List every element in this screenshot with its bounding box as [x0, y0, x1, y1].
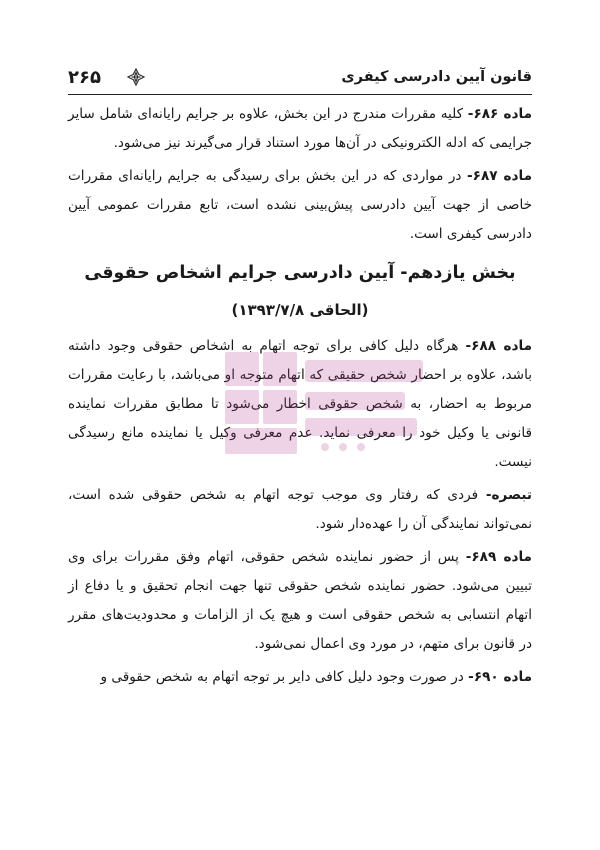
- page-body: [68, 100, 532, 696]
- running-title: قانون آیین دادرسی کیفری: [341, 69, 532, 85]
- article-text: پس از حضور نماینده شخص حقوقی، اتهام وفق مقررات برای وی تبیین می‌شود. حضور نماینده شخص حقوقی تنها جهت انجام تحقیق و یا دفاع از اتهام انتسابی به شخص حقوقی است و هیچ یک از الزامات و محدودیت‌های مقرر در قانون برای متهم، در مورد وی اعمال نمی‌شود.: [68, 549, 532, 652]
- article-686: [68, 100, 532, 158]
- article-690: [68, 663, 532, 692]
- article-label: ماده ۶۸۹-: [465, 549, 532, 565]
- article-text: هرگاه دلیل کافی برای توجه اتهام به اشخاص حقوقی وجود داشته باشد، علاوه بر احضار شخص حقیقی که اتهام متوجه او می‌باشد، با رعایت مقررات مربوط به احضار، به شخص حقوقی اخطار می‌شود تا مطابق مقررات نماینده قانونی یا وکیل خود را معرفی نماید. عدم معرفی وکیل یا نماینده مانع رسیدگی نیست.: [68, 338, 532, 470]
- section-title: بخش یازدهم- آیین دادرسی جرایم اشخاص حقوقی: [84, 263, 516, 283]
- article-label: ماده ۶۸۷-: [466, 168, 532, 184]
- article-label: ماده ۶۸۶-: [467, 106, 532, 122]
- note-paragraph: [68, 481, 532, 539]
- page-number: ۲۶۵: [68, 66, 101, 88]
- article-689: [68, 543, 532, 659]
- article-text: در مواردی که در این بخش برای رسیدگی به جرایم رایانه‌ای مقررات خاصی از جهت آیین دادرسی پیش‌بینی نشده است، تابع مقررات عمومی آیین دادرسی کیفری است.: [68, 168, 532, 242]
- note-text: فردی که رفتار وی موجب توجه اتهام به شخص حقوقی شده است، نمی‌تواند نمایندگی آن را عهده‌دار شود.: [68, 487, 532, 532]
- article-text: در صورت وجود دلیل کافی دایر بر توجه اتهام به شخص حقوقی و: [100, 669, 469, 685]
- note-label: تبصره-: [485, 487, 532, 503]
- article-text: کلیه مقررات مندرج در این بخش، علاوه بر جرایم رایانه‌ای شامل سایر جرایمی که ادله الکترونیکی در آن‌ها مورد استناد قرار می‌گیرند نیز می‌شود.: [68, 106, 532, 151]
- article-688: [68, 332, 532, 477]
- diamond-ornament-icon: [127, 68, 145, 86]
- article-label: ماده ۶۸۸-: [465, 338, 532, 354]
- page-header: [68, 60, 532, 95]
- article-label: ماده ۶۹۰-: [468, 669, 532, 685]
- article-687: [68, 162, 532, 249]
- section-subtitle: (الحاقی ۱۳۹۳/۷/۸): [231, 301, 369, 319]
